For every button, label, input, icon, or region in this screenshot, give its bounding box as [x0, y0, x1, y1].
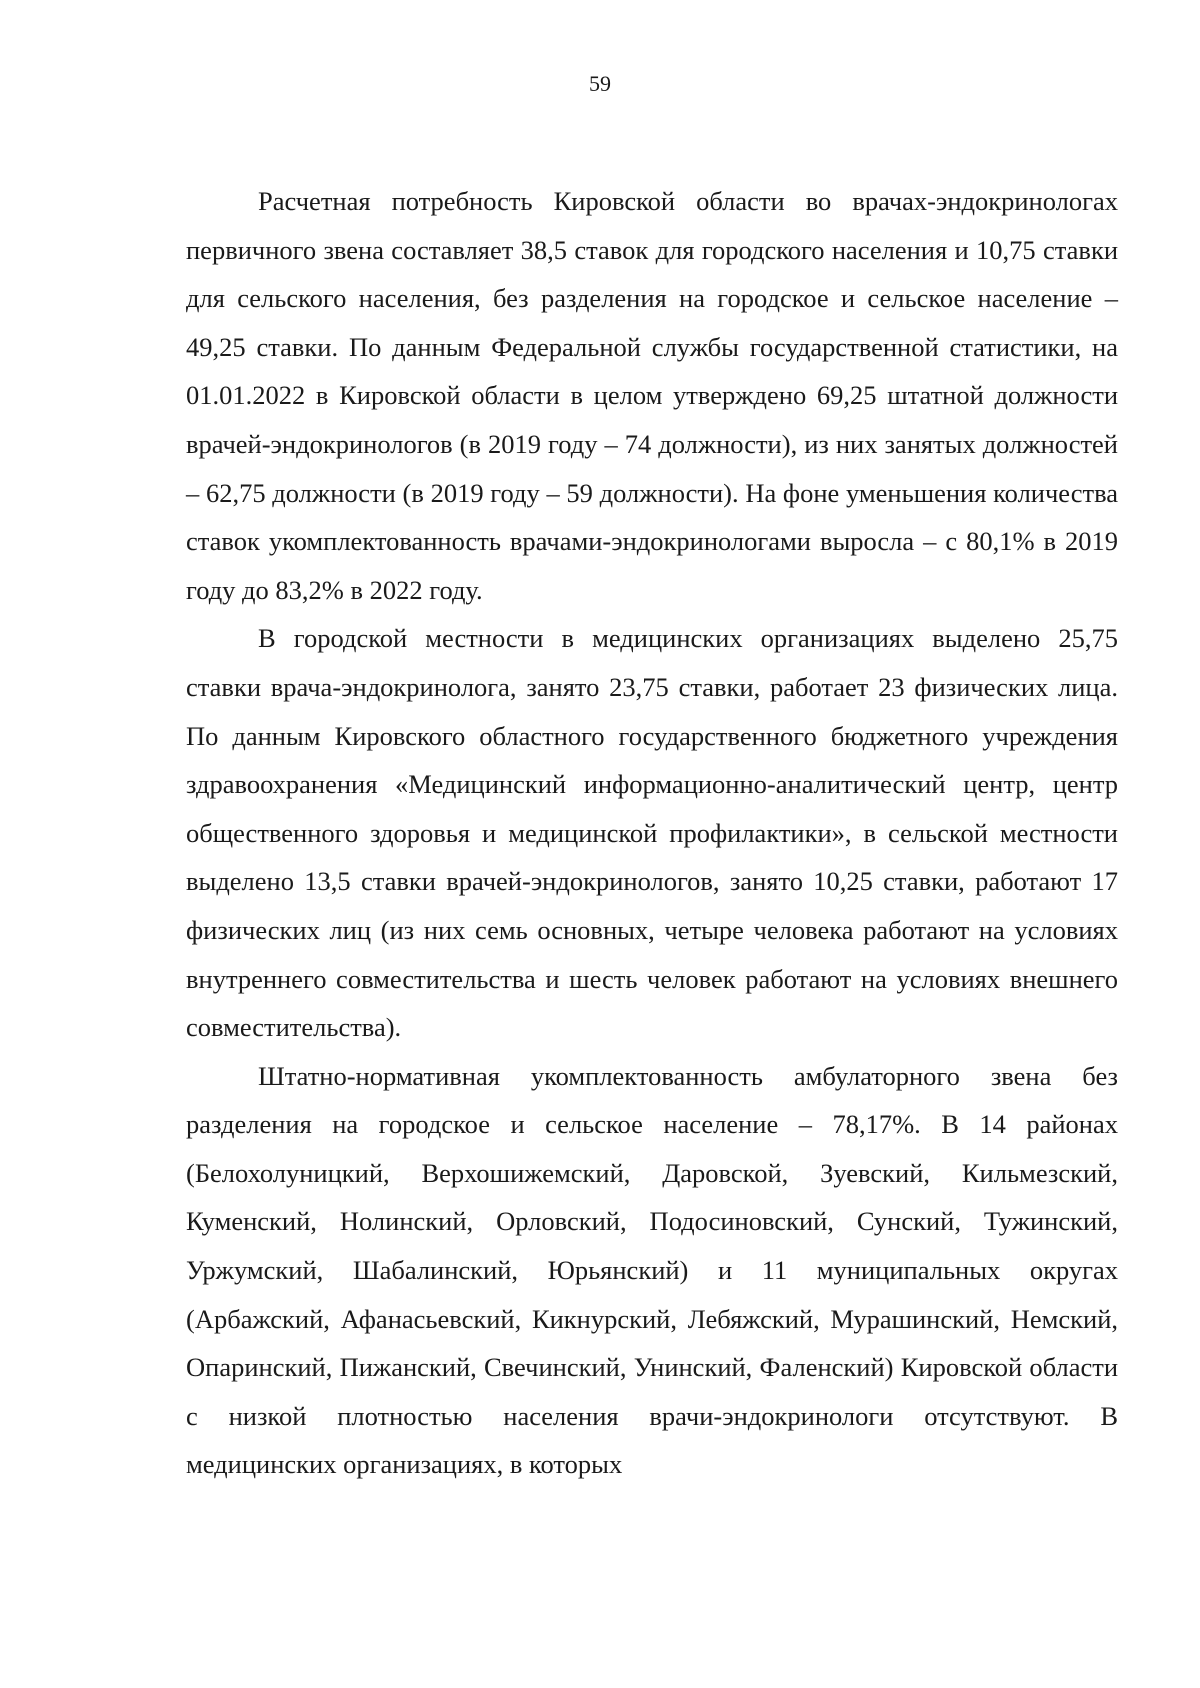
- page-number: 59: [589, 71, 611, 96]
- paragraph-ambulatory-staffing: Штатно-нормативная укомплектованность амбулаторного звена без разделения на городское и сельское население – 78,17%. В 14 районах (Белохолуницкий, Верхошижемский, Даровской, Зуевский, Кильмезский, Куменский, Нолинский, Орловский, Подосиновский, Сунский, Тужинский, Уржумский, Шабалинский, Юрьянский) и 11 муниципальных округах (Арбажский, Афанасьевский, Кикнурский, Лебяжский, Мурашинский, Немский, Опаринский, Пижанский, Свечинский, Унинский, Фаленский) Кировской области с низкой плотностью населения врачи-эндокринологи отсутствуют. В медицинских организациях, в которых: [186, 1060, 1118, 1480]
- paragraph-staffing-need: Расчетная потребность Кировской области во врачах-эндокринологах первичного звена составляет 38,5 ставок для городского населения и 10,75 ставки для сельского населения, без разделения на городское и сельское население – 49,25 ставки. По данным Федеральной службы государственной статистики, на 01.01.2022 в Кировской области в целом утверждено 69,25 штатной должности врачей-эндокринологов (в 2019 году – 74 должности), из них занятых должностей – 62,75 должности (в 2019 году – 59 должности). На фоне уменьшения количества ставок укомплектованность врачами-эндокринологами выросла – с 80,1% в 2019 году до 83,2% в 2022 году.: [186, 186, 1118, 605]
- body-text: [186, 177, 1118, 1489]
- paragraph-urban-rural-staff: В городской местности в медицинских организациях выделено 25,75 ставки врача-эндокринолога, занято 23,75 ставки, работает 23 физических лица. По данным Кировского областного государственного бюджетного учреждения здравоохранения «Медицинский информационно-аналитический центр, центр общественного здоровья и медицинской профилактики», в сельской местности выделено 13,5 ставки врачей-эндокринологов, занято 10,25 ставки, работают 17 физических лиц (из них семь основных, четыре человека работают на условиях внутреннего совместительства и шесть человек работают на условиях внешнего совместительства).: [186, 623, 1118, 1043]
